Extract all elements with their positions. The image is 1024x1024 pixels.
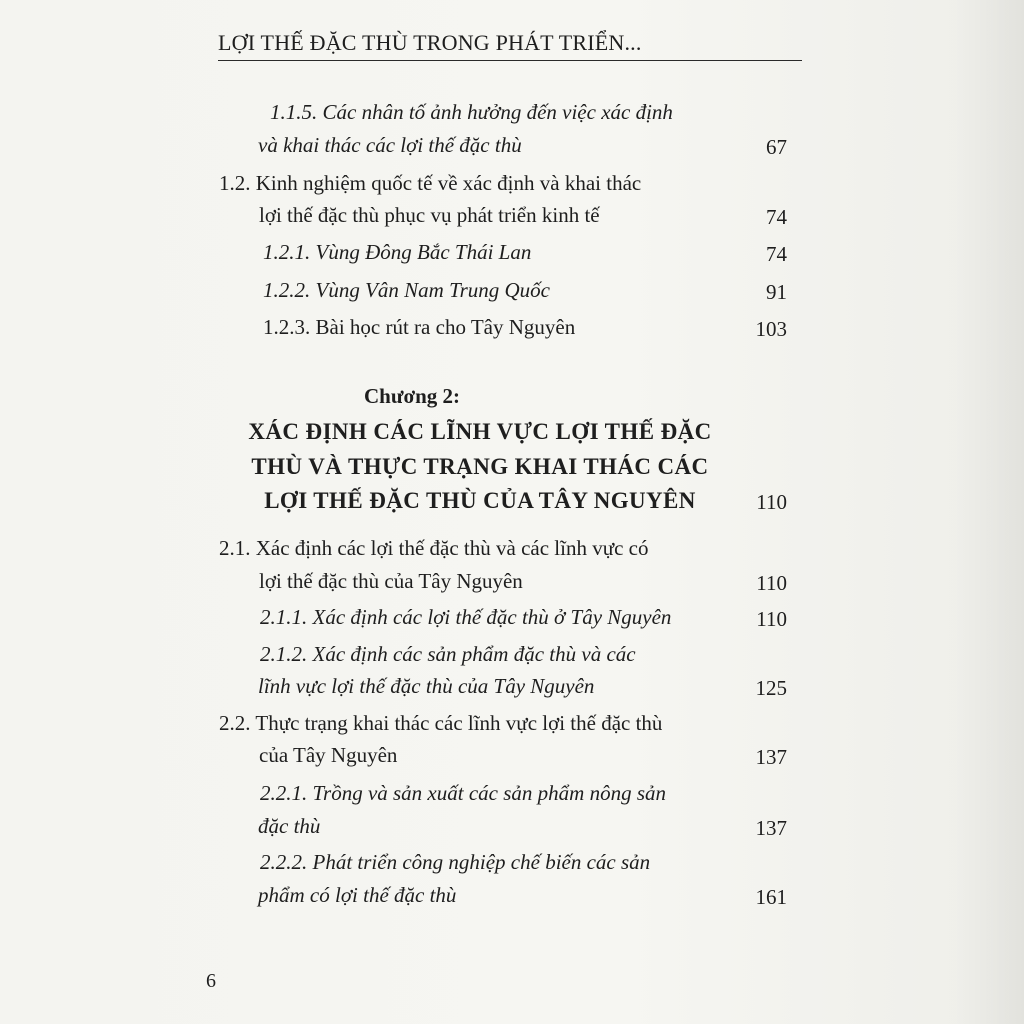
toc-page-103: 103 [755, 317, 787, 341]
toc-entry-1-2-2: 1.2.2. Vùng Vân Nam Trung Quốc [263, 278, 551, 302]
toc-entry-1-2-line-2: lợi thế đặc thù phục vụ phát triển kinh tế [259, 203, 600, 227]
toc-entry-2-2-2-line-2: phẩm có lợi thế đặc thù [258, 883, 457, 907]
toc-page-110-c: 110 [756, 607, 787, 631]
toc-entry-2-1-line-1: 2.1. Xác định các lợi thế đặc thù và các lĩnh vực có [219, 536, 649, 560]
toc-entry-2-1-2-line-2: lĩnh vực lợi thế đặc thù của Tây Nguyên [258, 674, 595, 698]
toc-page-91: 91 [766, 280, 787, 304]
chapter-title-line-3: LỢI THẾ ĐẶC THÙ CỦA TÂY NGUYÊN [264, 488, 696, 513]
header-rule [218, 60, 802, 61]
page-number: 6 [206, 970, 216, 992]
running-header: LỢI THẾ ĐẶC THÙ TRONG PHÁT TRIỂN... [218, 30, 642, 55]
toc-entry-2-2-1-line-1: 2.2.1. Trồng và sản xuất các sản phẩm nông sản [260, 781, 666, 805]
toc-entry-1-2-3: 1.2.3. Bài học rút ra cho Tây Nguyên [263, 315, 576, 339]
toc-page-110-b: 110 [756, 571, 787, 595]
toc-entry-2-2-2-line-1: 2.2.2. Phát triển công nghiệp chế biến các sản [260, 850, 651, 874]
spine-shadow [954, 0, 1024, 1024]
toc-page-161: 161 [755, 885, 787, 909]
toc-page-125: 125 [755, 676, 787, 700]
toc-entry-1-1-5-line-1: 1.1.5. Các nhân tố ảnh hưởng đến việc xác định [270, 100, 673, 124]
toc-entry-2-2-line-2: của Tây Nguyên [259, 743, 398, 767]
toc-entry-2-2-1-line-2: đặc thù [258, 814, 321, 838]
toc-entry-1-2-1: 1.2.1. Vùng Đông Bắc Thái Lan [263, 240, 532, 264]
toc-entry-2-1-2-line-1: 2.1.2. Xác định các sản phẩm đặc thù và các [260, 642, 636, 666]
toc-page-110-a: 110 [756, 490, 787, 514]
toc-entry-1-1-5-line-2: và khai thác các lợi thế đặc thù [258, 133, 522, 157]
toc-entry-2-1-1: 2.1.1. Xác định các lợi thế đặc thù ở Tây Nguyên [260, 605, 672, 629]
chapter-title-line-1: XÁC ĐỊNH CÁC LĨNH VỰC LỢI THẾ ĐẶC [248, 419, 712, 444]
toc-page-74-b: 74 [766, 242, 787, 266]
chapter-label: Chương 2: [364, 384, 460, 408]
toc-page-67: 67 [766, 135, 787, 159]
toc-entry-2-2-line-1: 2.2. Thực trạng khai thác các lĩnh vực lợi thế đặc thù [219, 711, 663, 735]
chapter-title-line-2: THÙ VÀ THỰC TRẠNG KHAI THÁC CÁC [251, 454, 709, 479]
toc-entry-2-1-line-2: lợi thế đặc thù của Tây Nguyên [259, 569, 523, 593]
toc-page-137-b: 137 [755, 816, 787, 840]
toc-page-74-a: 74 [766, 205, 787, 229]
toc-entry-1-2-line-1: 1.2. Kinh nghiệm quốc tế về xác định và khai thác [219, 171, 642, 195]
toc-page-137-a: 137 [755, 745, 787, 769]
